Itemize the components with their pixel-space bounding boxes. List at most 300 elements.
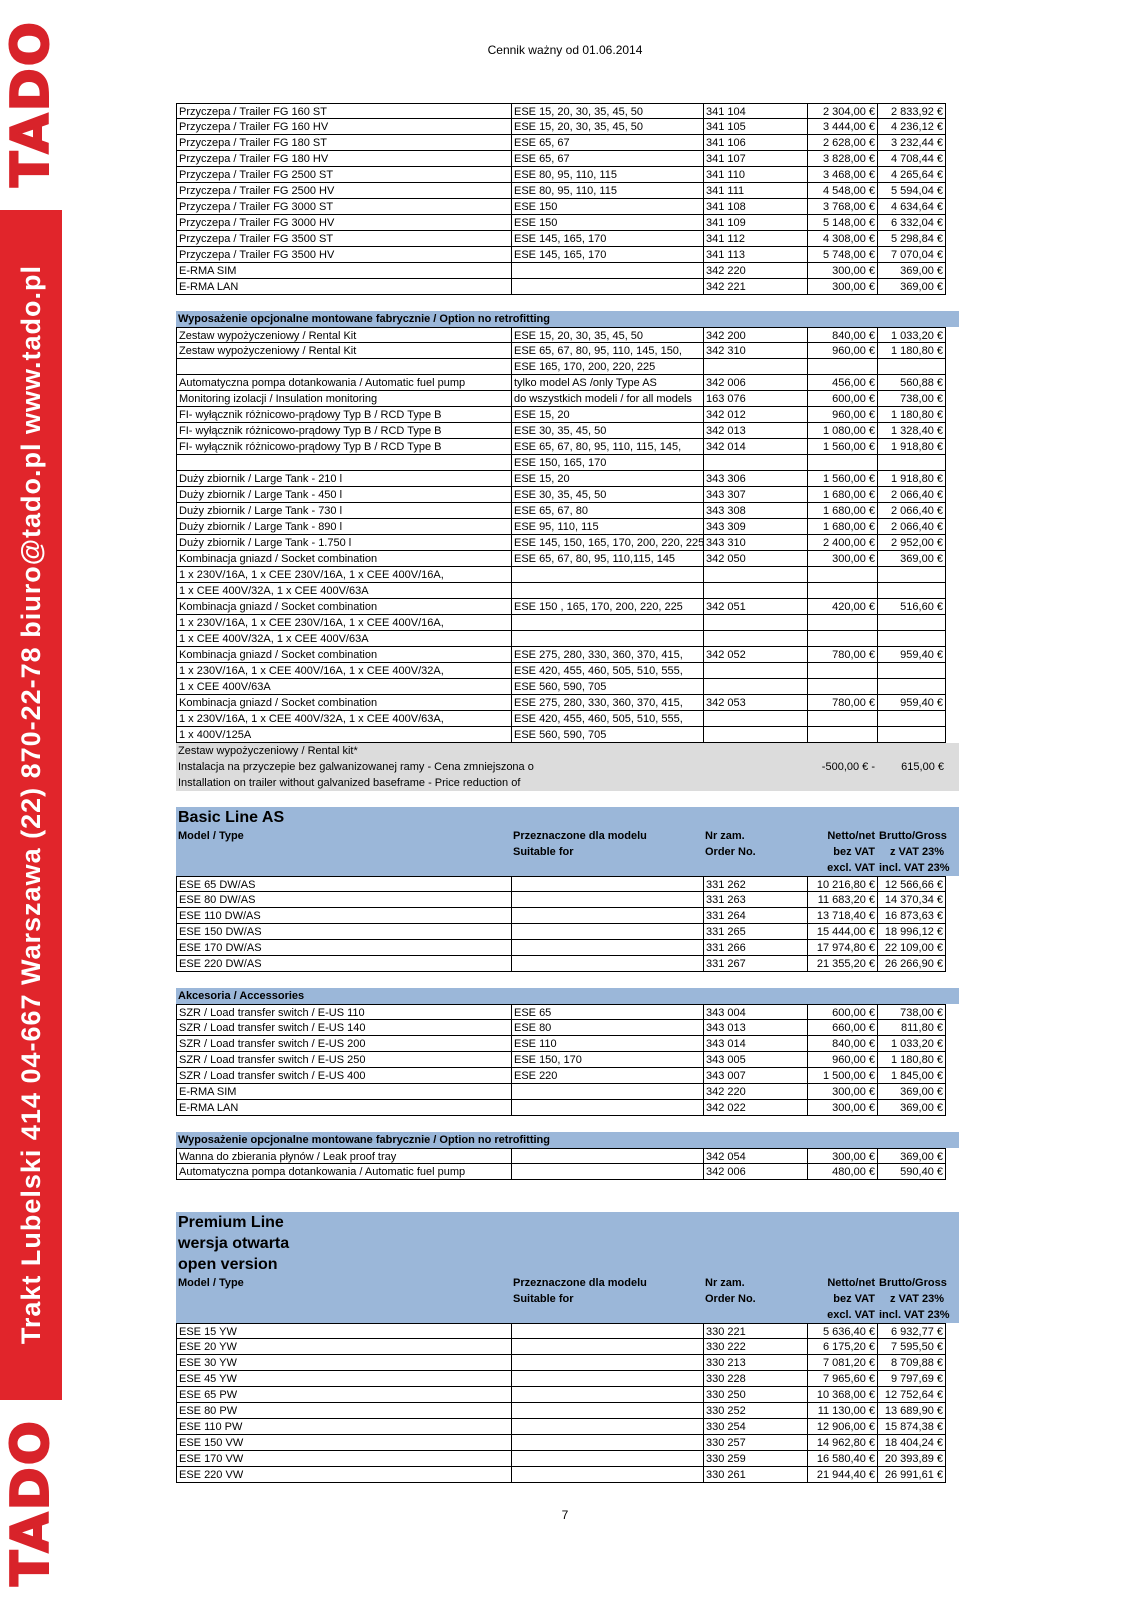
table-row bbox=[176, 1451, 959, 1467]
net-price-cell bbox=[807, 631, 877, 647]
gross-price-cell bbox=[877, 775, 946, 791]
order-no-cell: 343 308 bbox=[703, 503, 807, 519]
order-no-cell bbox=[703, 567, 807, 583]
order-no-cell: 330 228 bbox=[703, 1371, 807, 1387]
order-no-cell: 331 264 bbox=[703, 908, 807, 924]
table-row bbox=[176, 1467, 959, 1483]
table-row bbox=[176, 279, 959, 295]
item-name-cell: 1 x 230V/16A, 1 x CEE 400V/32A, 1 x CEE 400V/63A, bbox=[176, 711, 511, 727]
item-name-cell: Model / Type bbox=[178, 830, 244, 842]
gross-price-cell: 369,00 € bbox=[877, 279, 946, 295]
suitable-for-cell bbox=[511, 924, 703, 940]
item-name-cell: Duży zbiornik / Large Tank - 890 l bbox=[176, 519, 511, 535]
gross-price-cell: 6 932,77 € bbox=[877, 1323, 946, 1339]
table-row bbox=[176, 711, 959, 727]
suitable-for-cell: ESE 150 bbox=[511, 199, 703, 215]
spacer-row bbox=[176, 791, 959, 807]
net-price-cell: 5 148,00 € bbox=[807, 215, 877, 231]
suitable-for-cell: Suitable for bbox=[513, 1293, 574, 1305]
suitable-for-cell bbox=[511, 759, 703, 775]
item-name-cell bbox=[176, 1291, 511, 1307]
order-no-cell: 341 106 bbox=[703, 135, 807, 151]
order-no-cell: 342 220 bbox=[703, 263, 807, 279]
table-row bbox=[176, 167, 959, 183]
table-row bbox=[176, 727, 959, 743]
section-header-row bbox=[176, 1254, 959, 1275]
suitable-for-cell bbox=[511, 263, 703, 279]
suitable-for-cell bbox=[511, 807, 703, 828]
gross-price-cell: 1 845,00 € bbox=[877, 1068, 946, 1084]
table-row bbox=[176, 615, 959, 631]
net-price-cell: 480,00 € bbox=[807, 1164, 877, 1180]
net-price-cell: 780,00 € bbox=[807, 647, 877, 663]
net-price-cell bbox=[807, 988, 877, 1004]
item-name-cell: open version bbox=[178, 1256, 278, 1273]
suitable-for-cell bbox=[511, 1419, 703, 1435]
table-row bbox=[176, 583, 959, 599]
net-price-cell: 600,00 € bbox=[807, 391, 877, 407]
net-price-cell: 1 500,00 € bbox=[807, 1068, 877, 1084]
item-name-cell: 1 x CEE 400V/32A, 1 x CEE 400V/63A bbox=[176, 631, 511, 647]
net-price-cell: 840,00 € bbox=[807, 327, 877, 343]
table-row bbox=[176, 759, 959, 775]
net-price-cell: excl. VAT bbox=[827, 1309, 875, 1321]
gross-price-cell: Brutto/Gross bbox=[879, 1277, 947, 1289]
net-price-cell: 300,00 € bbox=[807, 1148, 877, 1164]
gross-price-cell: 1 918,80 € bbox=[877, 471, 946, 487]
table-row bbox=[176, 359, 959, 375]
item-name-cell: Wyposażenie opcjonalne montowane fabrycznie / Option no retrofitting bbox=[178, 313, 550, 325]
order-no-cell bbox=[703, 311, 807, 327]
net-price-cell: 960,00 € bbox=[807, 343, 877, 359]
gross-price-cell: Brutto/Gross bbox=[879, 830, 947, 842]
order-no-cell: 331 267 bbox=[703, 956, 807, 972]
gross-price-cell: incl. VAT 23% bbox=[879, 862, 950, 874]
gross-price-cell: 26 266,90 € bbox=[877, 956, 946, 972]
suitable-for-cell: ESE 220 bbox=[511, 1068, 703, 1084]
order-no-cell: 343 013 bbox=[703, 1020, 807, 1036]
table-row bbox=[176, 647, 959, 663]
order-no-cell: 342 012 bbox=[703, 407, 807, 423]
gross-price-cell: 738,00 € bbox=[877, 1004, 946, 1020]
gross-price-cell bbox=[877, 583, 946, 599]
item-name-cell: 1 x CEE 400V/32A, 1 x CEE 400V/63A bbox=[176, 583, 511, 599]
table-row bbox=[176, 1419, 959, 1435]
table-row bbox=[176, 567, 959, 583]
page-number: 7 bbox=[561, 1508, 569, 1522]
suitable-for-cell: ESE 145, 165, 170 bbox=[511, 247, 703, 263]
table-row bbox=[176, 1004, 959, 1020]
net-price-cell: Netto/net bbox=[827, 830, 875, 842]
section-header-row bbox=[176, 1291, 959, 1307]
table-row bbox=[176, 908, 959, 924]
item-name-cell: ESE 110 DW/AS bbox=[176, 908, 511, 924]
gross-price-cell: 4 236,12 € bbox=[877, 119, 946, 135]
net-price-cell bbox=[807, 311, 877, 327]
gross-price-cell: 590,40 € bbox=[877, 1164, 946, 1180]
table-row bbox=[176, 1371, 959, 1387]
suitable-for-cell: ESE 150, 165, 170 bbox=[511, 455, 703, 471]
order-no-cell: 341 109 bbox=[703, 215, 807, 231]
order-no-cell: 342 014 bbox=[703, 439, 807, 455]
suitable-for-cell: ESE 15, 20, 30, 35, 45, 50 bbox=[511, 119, 703, 135]
net-price-cell: 300,00 € bbox=[807, 1084, 877, 1100]
gross-price-cell: 13 689,90 € bbox=[877, 1403, 946, 1419]
gross-price-cell: 959,40 € bbox=[877, 647, 946, 663]
order-no-cell: 331 266 bbox=[703, 940, 807, 956]
table-row bbox=[176, 119, 959, 135]
table-row bbox=[176, 423, 959, 439]
order-no-cell: 341 113 bbox=[703, 247, 807, 263]
suitable-for-cell: ESE 30, 35, 45, 50 bbox=[511, 487, 703, 503]
item-name-cell: Przyczepa / Trailer FG 160 ST bbox=[176, 103, 511, 119]
net-price-cell: 16 580,40 € bbox=[807, 1451, 877, 1467]
suitable-for-cell: ESE 275, 280, 330, 360, 370, 415, bbox=[511, 695, 703, 711]
order-no-cell: 342 053 bbox=[703, 695, 807, 711]
order-no-cell: 331 265 bbox=[703, 924, 807, 940]
suitable-for-cell bbox=[511, 1254, 703, 1275]
order-no-cell bbox=[703, 455, 807, 471]
item-name-cell: SZR / Load transfer switch / E-US 110 bbox=[176, 1004, 511, 1020]
order-no-cell: 341 108 bbox=[703, 199, 807, 215]
section-header-row bbox=[176, 860, 959, 876]
suitable-for-cell: ESE 150, 170 bbox=[511, 1052, 703, 1068]
table-row bbox=[176, 135, 959, 151]
net-price-cell: 13 718,40 € bbox=[807, 908, 877, 924]
suitable-for-cell bbox=[511, 1467, 703, 1483]
suitable-for-cell: Przeznaczone dla modelu bbox=[513, 1277, 647, 1289]
table-row bbox=[176, 503, 959, 519]
item-name-cell: Wyposażenie opcjonalne montowane fabrycznie / Option no retrofitting bbox=[178, 1134, 550, 1146]
suitable-for-cell: ESE 15, 20 bbox=[511, 407, 703, 423]
order-no-cell: 343 307 bbox=[703, 487, 807, 503]
item-name-cell: E-RMA LAN bbox=[176, 279, 511, 295]
suitable-for-cell: ESE 420, 455, 460, 505, 510, 555, bbox=[511, 663, 703, 679]
item-name-cell: SZR / Load transfer switch / E-US 250 bbox=[176, 1052, 511, 1068]
item-name-cell: Instalacja na przyczepie bez galwanizowanej ramy - Cena zmniejszona o bbox=[178, 761, 534, 773]
item-name-cell: ESE 150 DW/AS bbox=[176, 924, 511, 940]
item-name-cell bbox=[176, 359, 511, 375]
suitable-for-cell: Przeznaczone dla modelu bbox=[513, 830, 647, 842]
order-no-cell bbox=[703, 807, 807, 828]
gross-price-cell: 369,00 € bbox=[877, 1084, 946, 1100]
suitable-for-cell bbox=[511, 1323, 703, 1339]
item-name-cell: Przyczepa / Trailer FG 2500 ST bbox=[176, 167, 511, 183]
net-price-cell: 14 962,80 € bbox=[807, 1435, 877, 1451]
net-price-cell: 660,00 € bbox=[807, 1020, 877, 1036]
gross-price-cell bbox=[877, 743, 946, 759]
item-name-cell: wersja otwarta bbox=[178, 1235, 290, 1252]
order-no-cell bbox=[703, 1212, 807, 1233]
gross-price-cell: 1 033,20 € bbox=[877, 1036, 946, 1052]
gross-price-cell: 1 180,80 € bbox=[877, 1052, 946, 1068]
item-name-cell: Zestaw wypożyczeniowy / Rental Kit bbox=[176, 327, 511, 343]
net-price-cell: 2 400,00 € bbox=[807, 535, 877, 551]
net-price-cell: -500,00 € - bbox=[821, 761, 875, 773]
suitable-for-cell bbox=[511, 1435, 703, 1451]
gross-price-cell bbox=[877, 455, 946, 471]
suitable-for-cell: do wszystkich modeli / for all models bbox=[511, 391, 703, 407]
table-row bbox=[176, 1323, 959, 1339]
order-no-cell: 342 054 bbox=[703, 1148, 807, 1164]
net-price-cell: 17 974,80 € bbox=[807, 940, 877, 956]
table-row bbox=[176, 407, 959, 423]
net-price-cell: 300,00 € bbox=[807, 1100, 877, 1116]
net-price-cell: 1 680,00 € bbox=[807, 503, 877, 519]
item-name-cell: ESE 80 PW bbox=[176, 1403, 511, 1419]
table-row bbox=[176, 215, 959, 231]
suitable-for-cell: ESE 165, 170, 200, 220, 225 bbox=[511, 359, 703, 375]
order-no-cell bbox=[703, 583, 807, 599]
item-name-cell: FI- wyłącznik różnicowo-prądowy Typ B / RCD Type B bbox=[176, 439, 511, 455]
gross-price-cell: 738,00 € bbox=[877, 391, 946, 407]
gross-price-cell: 26 991,61 € bbox=[877, 1467, 946, 1483]
suitable-for-cell bbox=[511, 956, 703, 972]
gross-price-cell: 560,88 € bbox=[877, 375, 946, 391]
item-name-cell: Monitoring izolacji / Insulation monitoring bbox=[176, 391, 511, 407]
order-no-cell bbox=[703, 743, 807, 759]
gross-price-cell: 5 594,04 € bbox=[877, 183, 946, 199]
section-header-row bbox=[176, 1275, 959, 1291]
order-no-cell: 342 022 bbox=[703, 1100, 807, 1116]
gross-price-cell: 6 332,04 € bbox=[877, 215, 946, 231]
net-price-cell: 1 680,00 € bbox=[807, 487, 877, 503]
gross-price-cell: 516,60 € bbox=[877, 599, 946, 615]
spacer-row bbox=[176, 1116, 959, 1132]
order-no-cell: 343 310 bbox=[703, 535, 807, 551]
table-row bbox=[176, 679, 959, 695]
gross-price-cell: 2 066,40 € bbox=[877, 503, 946, 519]
item-name-cell: Przyczepa / Trailer FG 180 HV bbox=[176, 151, 511, 167]
gross-price-cell: 12 752,64 € bbox=[877, 1387, 946, 1403]
item-name-cell: FI- wyłącznik różnicowo-prądowy Typ B / RCD Type B bbox=[176, 423, 511, 439]
net-price-cell: 4 548,00 € bbox=[807, 183, 877, 199]
item-name-cell: Automatyczna pompa dotankowania / Automatic fuel pump bbox=[176, 1164, 511, 1180]
gross-price-cell bbox=[877, 567, 946, 583]
order-no-cell bbox=[703, 359, 807, 375]
order-no-cell: 343 005 bbox=[703, 1052, 807, 1068]
net-price-cell bbox=[807, 679, 877, 695]
order-no-cell: Nr zam. bbox=[705, 830, 745, 842]
gross-price-cell: 12 566,66 € bbox=[877, 876, 946, 892]
item-name-cell: Przyczepa / Trailer FG 180 ST bbox=[176, 135, 511, 151]
order-no-cell: 330 257 bbox=[703, 1435, 807, 1451]
gross-price-cell bbox=[877, 615, 946, 631]
item-name-cell: ESE 65 PW bbox=[176, 1387, 511, 1403]
order-no-cell: 343 309 bbox=[703, 519, 807, 535]
order-no-cell: 342 310 bbox=[703, 343, 807, 359]
gross-price-cell: 5 298,84 € bbox=[877, 231, 946, 247]
net-price-cell: 5 748,00 € bbox=[807, 247, 877, 263]
item-name-cell: E-RMA SIM bbox=[176, 1084, 511, 1100]
spacer-row bbox=[176, 1180, 959, 1196]
net-price-cell: 1 560,00 € bbox=[807, 439, 877, 455]
item-name-cell: FI- wyłącznik różnicowo-prądowy Typ B / RCD Type B bbox=[176, 407, 511, 423]
suitable-for-cell: ESE 30, 35, 45, 50 bbox=[511, 423, 703, 439]
suitable-for-cell: ESE 80 bbox=[511, 1020, 703, 1036]
suitable-for-cell bbox=[511, 1100, 703, 1116]
table-row bbox=[176, 1403, 959, 1419]
suitable-for-cell: ESE 15, 20, 30, 35, 45, 50 bbox=[511, 103, 703, 119]
table-row bbox=[176, 519, 959, 535]
order-no-cell: 342 006 bbox=[703, 375, 807, 391]
item-name-cell: Basic Line AS bbox=[178, 809, 285, 826]
net-price-cell: 12 906,00 € bbox=[807, 1419, 877, 1435]
section-header-row bbox=[176, 988, 959, 1004]
net-price-cell bbox=[807, 775, 877, 791]
sidebar-banner bbox=[0, 0, 62, 1606]
net-price-cell: 3 828,00 € bbox=[807, 151, 877, 167]
item-name-cell: Kombinacja gniazd / Socket combination bbox=[176, 695, 511, 711]
item-name-cell: Automatyczna pompa dotankowania / Automatic fuel pump bbox=[176, 375, 511, 391]
item-name-cell: ESE 80 DW/AS bbox=[176, 892, 511, 908]
suitable-for-cell bbox=[511, 631, 703, 647]
item-name-cell: Przyczepa / Trailer FG 3000 HV bbox=[176, 215, 511, 231]
order-no-cell: 331 263 bbox=[703, 892, 807, 908]
gross-price-cell: 16 873,63 € bbox=[877, 908, 946, 924]
order-no-cell: Nr zam. bbox=[705, 1277, 745, 1289]
item-name-cell: 1 x CEE 400V/63A bbox=[176, 679, 511, 695]
gross-price-cell: 18 996,12 € bbox=[877, 924, 946, 940]
table-row bbox=[176, 327, 959, 343]
gross-price-cell: 2 952,00 € bbox=[877, 535, 946, 551]
item-name-cell: Duży zbiornik / Large Tank - 450 l bbox=[176, 487, 511, 503]
net-price-cell: 3 444,00 € bbox=[807, 119, 877, 135]
suitable-for-cell: ESE 560, 590, 705 bbox=[511, 727, 703, 743]
spacer-row bbox=[176, 972, 959, 988]
table-row bbox=[176, 1387, 959, 1403]
item-name-cell: ESE 110 PW bbox=[176, 1419, 511, 1435]
item-name-cell: Przyczepa / Trailer FG 160 HV bbox=[176, 119, 511, 135]
net-price-cell: 840,00 € bbox=[807, 1036, 877, 1052]
gross-price-cell bbox=[877, 711, 946, 727]
net-price-cell: 21 355,20 € bbox=[807, 956, 877, 972]
suitable-for-cell bbox=[511, 1451, 703, 1467]
suitable-for-cell: ESE 150 , 165, 170, 200, 220, 225 bbox=[511, 599, 703, 615]
gross-price-cell: 369,00 € bbox=[877, 263, 946, 279]
gross-price-cell: 15 874,38 € bbox=[877, 1419, 946, 1435]
suitable-for-cell bbox=[511, 892, 703, 908]
net-price-cell bbox=[807, 727, 877, 743]
suitable-for-cell bbox=[511, 1339, 703, 1355]
tado-logo-bottom: TADO bbox=[8, 1408, 54, 1598]
gross-price-cell: 1 033,20 € bbox=[877, 327, 946, 343]
gross-price-cell: 615,00 € bbox=[901, 761, 944, 773]
net-price-cell bbox=[807, 615, 877, 631]
gross-price-cell: 2 833,92 € bbox=[877, 103, 946, 119]
gross-price-cell: 2 066,40 € bbox=[877, 487, 946, 503]
table-row bbox=[176, 487, 959, 503]
gross-price-cell: 811,80 € bbox=[877, 1020, 946, 1036]
net-price-cell: 7 965,60 € bbox=[807, 1371, 877, 1387]
order-no-cell bbox=[703, 988, 807, 1004]
order-no-cell bbox=[703, 615, 807, 631]
net-price-cell: 1 080,00 € bbox=[807, 423, 877, 439]
price-list-validity: Cennik ważny od 01.06.2014 bbox=[487, 43, 643, 57]
item-name-cell: ESE 30 YW bbox=[176, 1355, 511, 1371]
order-no-cell bbox=[703, 711, 807, 727]
section-header-row bbox=[176, 1233, 959, 1254]
item-name-cell: 1 x 230V/16A, 1 x CEE 400V/16A, 1 x CEE 400V/32A, bbox=[176, 663, 511, 679]
gross-price-cell bbox=[877, 1254, 946, 1275]
order-no-cell: 342 200 bbox=[703, 327, 807, 343]
suitable-for-cell bbox=[511, 1355, 703, 1371]
gross-price-cell: 7 595,50 € bbox=[877, 1339, 946, 1355]
order-no-cell: 341 104 bbox=[703, 103, 807, 119]
gross-price-cell: 8 709,88 € bbox=[877, 1355, 946, 1371]
section-header-row bbox=[176, 807, 959, 828]
suitable-for-cell bbox=[511, 860, 703, 876]
suitable-for-cell: ESE 15, 20 bbox=[511, 471, 703, 487]
suitable-for-cell: ESE 560, 590, 705 bbox=[511, 679, 703, 695]
tado-logo-top: TADO bbox=[8, 6, 54, 202]
item-name-cell bbox=[176, 455, 511, 471]
gross-price-cell bbox=[877, 807, 946, 828]
section-header-row bbox=[176, 844, 959, 860]
gross-price-cell bbox=[877, 311, 946, 327]
gross-price-cell: 369,00 € bbox=[877, 1148, 946, 1164]
suitable-for-cell: ESE 80, 95, 110, 115 bbox=[511, 183, 703, 199]
gross-price-cell: 20 393,89 € bbox=[877, 1451, 946, 1467]
order-no-cell: 341 105 bbox=[703, 119, 807, 135]
order-no-cell bbox=[703, 631, 807, 647]
gross-price-cell bbox=[877, 631, 946, 647]
order-no-cell bbox=[703, 1233, 807, 1254]
suitable-for-cell: ESE 110 bbox=[511, 1036, 703, 1052]
table-row bbox=[176, 1355, 959, 1371]
net-price-cell: 11 130,00 € bbox=[807, 1403, 877, 1419]
gross-price-cell bbox=[877, 359, 946, 375]
order-no-cell: 330 221 bbox=[703, 1323, 807, 1339]
net-price-cell: 420,00 € bbox=[807, 599, 877, 615]
net-price-cell: 300,00 € bbox=[807, 279, 877, 295]
net-price-cell: 456,00 € bbox=[807, 375, 877, 391]
suitable-for-cell: ESE 65, 67, 80, 95, 110, 115, 145, bbox=[511, 439, 703, 455]
item-name-cell: ESE 15 YW bbox=[176, 1323, 511, 1339]
gross-price-cell: 14 370,34 € bbox=[877, 892, 946, 908]
order-no-cell bbox=[703, 1254, 807, 1275]
table-row bbox=[176, 940, 959, 956]
net-price-cell bbox=[807, 711, 877, 727]
order-no-cell: 341 112 bbox=[703, 231, 807, 247]
gross-price-cell: 22 109,00 € bbox=[877, 940, 946, 956]
order-no-cell: 330 252 bbox=[703, 1403, 807, 1419]
table-row bbox=[176, 551, 959, 567]
table-row bbox=[176, 663, 959, 679]
net-price-cell bbox=[807, 1233, 877, 1254]
gross-price-cell: 9 797,69 € bbox=[877, 1371, 946, 1387]
order-no-cell: 341 110 bbox=[703, 167, 807, 183]
suitable-for-cell bbox=[511, 1212, 703, 1233]
gross-price-cell: 369,00 € bbox=[877, 1100, 946, 1116]
suitable-for-cell: ESE 145, 150, 165, 170, 200, 220, 225 bbox=[511, 535, 703, 551]
net-price-cell: 1 560,00 € bbox=[807, 471, 877, 487]
order-no-cell: 330 222 bbox=[703, 1339, 807, 1355]
gross-price-cell bbox=[877, 1212, 946, 1233]
table-row bbox=[176, 743, 959, 759]
order-no-cell: Order No. bbox=[705, 1293, 756, 1305]
suitable-for-cell bbox=[511, 1132, 703, 1148]
table-row bbox=[176, 956, 959, 972]
section-header-row bbox=[176, 1212, 959, 1233]
item-name-cell: ESE 65 DW/AS bbox=[176, 876, 511, 892]
suitable-for-cell bbox=[511, 1307, 703, 1323]
suitable-for-cell: ESE 95, 110, 115 bbox=[511, 519, 703, 535]
table-row bbox=[176, 599, 959, 615]
suitable-for-cell bbox=[511, 311, 703, 327]
order-no-cell: 163 076 bbox=[703, 391, 807, 407]
gross-price-cell: 4 634,64 € bbox=[877, 199, 946, 215]
